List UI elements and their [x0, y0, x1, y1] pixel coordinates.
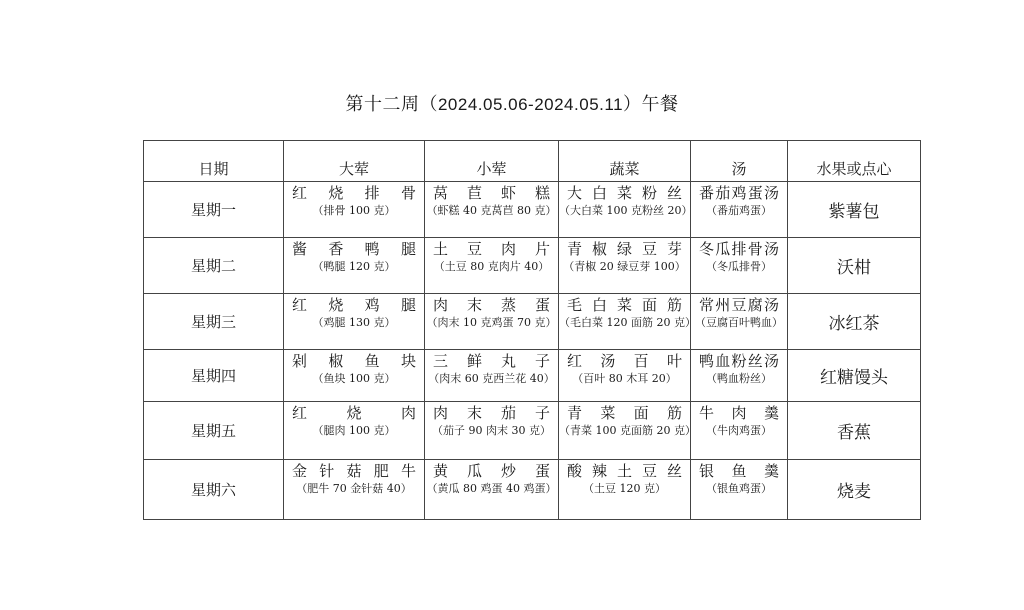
- small-meat-cell: [425, 350, 559, 402]
- dish-detail: （肉末 60 克西兰花 40）: [428, 372, 555, 385]
- dish-name: 红烧肉: [292, 404, 416, 422]
- big-meat-cell: [284, 460, 425, 520]
- title-prefix: 第十二周（: [345, 94, 438, 115]
- table-row: [144, 294, 921, 350]
- dish-name: 酸辣土豆丝: [567, 462, 682, 480]
- day-cell: 星期二: [144, 238, 284, 294]
- header-row: [144, 141, 921, 182]
- soup-cell: [691, 460, 788, 520]
- small-meat-cell: [425, 460, 559, 520]
- dish-detail: （黄瓜 80 鸡蛋 40 鸡蛋）: [426, 482, 557, 495]
- dish-detail: （茄子 90 肉末 30 克）: [432, 424, 551, 437]
- dish-name: 酱香鸭腿: [292, 240, 416, 258]
- table-row: [144, 402, 921, 460]
- dish-detail: （青椒 20 绿豆芽 100）: [563, 260, 686, 273]
- dish-name: 肉末蒸蛋: [433, 296, 550, 314]
- day-cell: 星期五: [144, 402, 284, 460]
- header-small-meat: 小荤: [425, 141, 559, 182]
- dish-name: 红烧排骨: [292, 184, 416, 202]
- title-date-range: 2024.05.06-2024.05.11: [437, 95, 624, 114]
- dish-detail: （番茄鸡蛋）: [706, 204, 772, 217]
- header-vegetable: 蔬菜: [559, 141, 691, 182]
- day-cell: 星期三: [144, 294, 284, 350]
- big-meat-cell: [284, 238, 425, 294]
- dish-detail: （青菜 100 克面筋 20 克）: [559, 424, 696, 437]
- dish-detail: （鸭腿 120 克）: [312, 260, 396, 273]
- header-fruit-snack: 水果或点心: [788, 141, 921, 182]
- dish-name: 常州豆腐汤: [699, 296, 779, 314]
- lunch-menu-table: [143, 140, 921, 520]
- dish-detail: （大白菜 100 克粉丝 20）: [559, 204, 693, 217]
- dish-name: 番茄鸡蛋汤: [699, 184, 779, 202]
- fruit-cell: 冰红茶: [788, 294, 921, 350]
- soup-cell: [691, 350, 788, 402]
- fruit-cell: 香蕉: [788, 402, 921, 460]
- vegetable-cell: [559, 294, 696, 350]
- dish-name: 剁椒鱼块: [292, 352, 416, 370]
- vegetable-cell: [559, 460, 691, 520]
- dish-detail: （毛白菜 120 面筋 20 克）: [559, 316, 696, 329]
- dish-name: 黄瓜炒蛋: [433, 462, 550, 480]
- header-soup: 汤: [691, 141, 788, 182]
- dish-name: 毛白菜面筋: [567, 296, 682, 314]
- dish-name: 大白菜粉丝: [567, 184, 682, 202]
- dish-detail: （百叶 80 木耳 20）: [572, 372, 677, 385]
- dish-detail: （豆腐百叶鸭血）: [695, 316, 783, 329]
- dish-detail: （鸡腿 130 克）: [312, 316, 396, 329]
- dish-name: 红烧鸡腿: [292, 296, 416, 314]
- dish-name: 金针菇肥牛: [292, 462, 416, 480]
- fruit-cell: 烧麦: [788, 460, 921, 520]
- fruit-cell: 红糖馒头: [788, 350, 921, 402]
- dish-name: 青椒绿豆芽: [567, 240, 682, 258]
- vegetable-cell: [559, 350, 691, 402]
- big-meat-cell: [284, 350, 425, 402]
- dish-detail: （腿肉 100 克）: [312, 424, 396, 437]
- table-row: [144, 182, 921, 238]
- table-row: [144, 238, 921, 294]
- dish-name: 鸭血粉丝汤: [699, 352, 779, 370]
- dish-detail: （冬瓜排骨）: [706, 260, 772, 273]
- soup-cell: [691, 402, 788, 460]
- big-meat-cell: [284, 294, 425, 350]
- dish-detail: （牛肉鸡蛋）: [706, 424, 772, 437]
- dish-detail: （鸭血粉丝）: [706, 372, 772, 385]
- soup-cell: [691, 238, 788, 294]
- day-cell: 星期一: [144, 182, 284, 238]
- fruit-cell: 紫薯包: [788, 182, 921, 238]
- table-row: [144, 460, 921, 520]
- dish-name: 冬瓜排骨汤: [699, 240, 779, 258]
- day-cell: 星期四: [144, 350, 284, 402]
- dish-name: 青菜面筋: [567, 404, 682, 422]
- small-meat-cell: [425, 238, 559, 294]
- soup-cell: [691, 182, 788, 238]
- dish-detail: （肉末 10 克鸡蛋 70 克）: [426, 316, 557, 329]
- page-title: [0, 90, 1024, 116]
- dish-name: 红汤百叶: [567, 352, 682, 370]
- big-meat-cell: [284, 402, 425, 460]
- small-meat-cell: [425, 402, 559, 460]
- soup-cell: [691, 294, 788, 350]
- big-meat-cell: [284, 182, 425, 238]
- dish-detail: （鱼块 100 克）: [312, 372, 396, 385]
- dish-detail: （排骨 100 克）: [312, 204, 396, 217]
- vegetable-cell: [559, 182, 691, 238]
- dish-detail: （肥牛 70 金针菇 40）: [296, 482, 412, 495]
- title-suffix: ）午餐: [623, 94, 679, 115]
- fruit-cell: 沃柑: [788, 238, 921, 294]
- dish-name: 三鲜丸子: [433, 352, 550, 370]
- dish-name: 银鱼羹: [699, 462, 779, 480]
- vegetable-cell: [559, 402, 696, 460]
- small-meat-cell: [425, 182, 559, 238]
- dish-name: 牛肉羹: [699, 404, 779, 422]
- dish-detail: （银鱼鸡蛋）: [706, 482, 772, 495]
- small-meat-cell: [425, 294, 559, 350]
- header-big-meat: 大荤: [284, 141, 425, 182]
- vegetable-cell: [559, 238, 691, 294]
- dish-detail: （虾糕 40 克莴苣 80 克）: [426, 204, 557, 217]
- dish-name: 肉末茄子: [433, 404, 550, 422]
- header-date: 日期: [144, 141, 284, 182]
- table-row: [144, 350, 921, 402]
- dish-name: 土豆肉片: [433, 240, 550, 258]
- dish-name: 莴苣虾糕: [433, 184, 550, 202]
- dish-detail: （土豆 80 克肉片 40）: [433, 260, 550, 273]
- day-cell: 星期六: [144, 460, 284, 520]
- dish-detail: （土豆 120 克）: [583, 482, 666, 495]
